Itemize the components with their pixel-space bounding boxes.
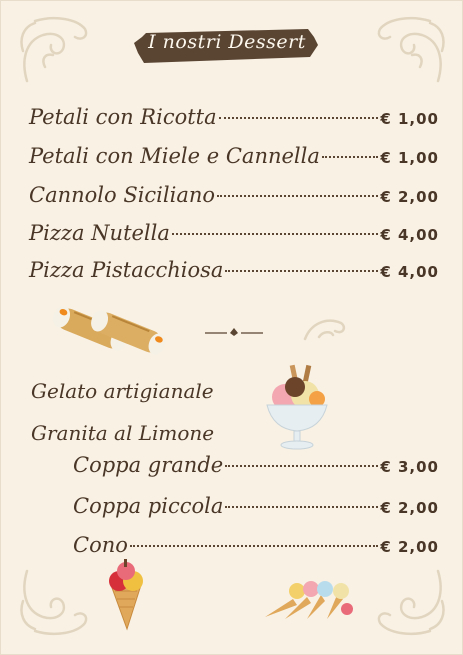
menu-item: [73, 453, 439, 483]
menu-item-name: Pizza Pistacchiosa: [29, 258, 224, 282]
dot-leader: [225, 506, 378, 508]
gelato-heading: Gelato artigianale: [31, 379, 214, 403]
ice-cream-cone-icon: [103, 559, 149, 631]
side-flourish-icon: [301, 309, 349, 345]
granita-heading: Granita al Limone: [31, 421, 215, 445]
dot-leader: [322, 156, 378, 158]
menu-item-price: € 1,00: [380, 149, 439, 167]
dot-leader: [225, 270, 378, 272]
menu-item-name: Pizza Nutella: [29, 221, 170, 245]
menu-item-name: Cono: [73, 533, 128, 557]
title-banner: [132, 27, 322, 67]
menu-item-name: Petali con Ricotta: [29, 105, 217, 129]
menu-item-price: € 4,00: [380, 263, 439, 281]
menu-item-price: € 2,00: [380, 538, 439, 556]
menu-item-price: € 3,00: [380, 458, 439, 476]
menu-item-name: Cannolo Siciliano: [29, 183, 216, 207]
menu-item-price: € 2,00: [380, 499, 439, 517]
menu-item: [29, 258, 439, 288]
corner-flourish-icon: [372, 561, 450, 641]
menu-item-name: Petali con Miele e Cannella: [29, 144, 320, 168]
corner-flourish-icon: [15, 11, 93, 91]
menu-item-price: € 2,00: [380, 188, 439, 206]
dot-leader: [219, 117, 379, 119]
menu-item: [73, 494, 439, 524]
sundae-icon: [263, 363, 331, 453]
menu-item: [29, 183, 439, 213]
page-title: I nostri Dessert: [148, 31, 306, 53]
dot-leader: [225, 465, 378, 467]
dot-leader: [172, 233, 378, 235]
menu-item-price: € 4,00: [380, 226, 439, 244]
menu-item-price: € 1,00: [380, 110, 439, 128]
cannoli-icon: [49, 299, 167, 363]
dot-leader: [217, 195, 378, 197]
corner-flourish-icon: [372, 11, 450, 91]
dot-leader: [130, 545, 378, 547]
corner-flourish-icon: [15, 561, 93, 641]
divider-leaf-icon: [205, 326, 263, 338]
cones-row-icon: [263, 571, 353, 621]
menu-item-name: Coppa grande: [73, 453, 224, 477]
menu-item: [29, 144, 439, 174]
menu-item-name: Coppa piccola: [73, 494, 224, 518]
menu-item: [29, 221, 439, 251]
menu-item: [29, 105, 439, 135]
